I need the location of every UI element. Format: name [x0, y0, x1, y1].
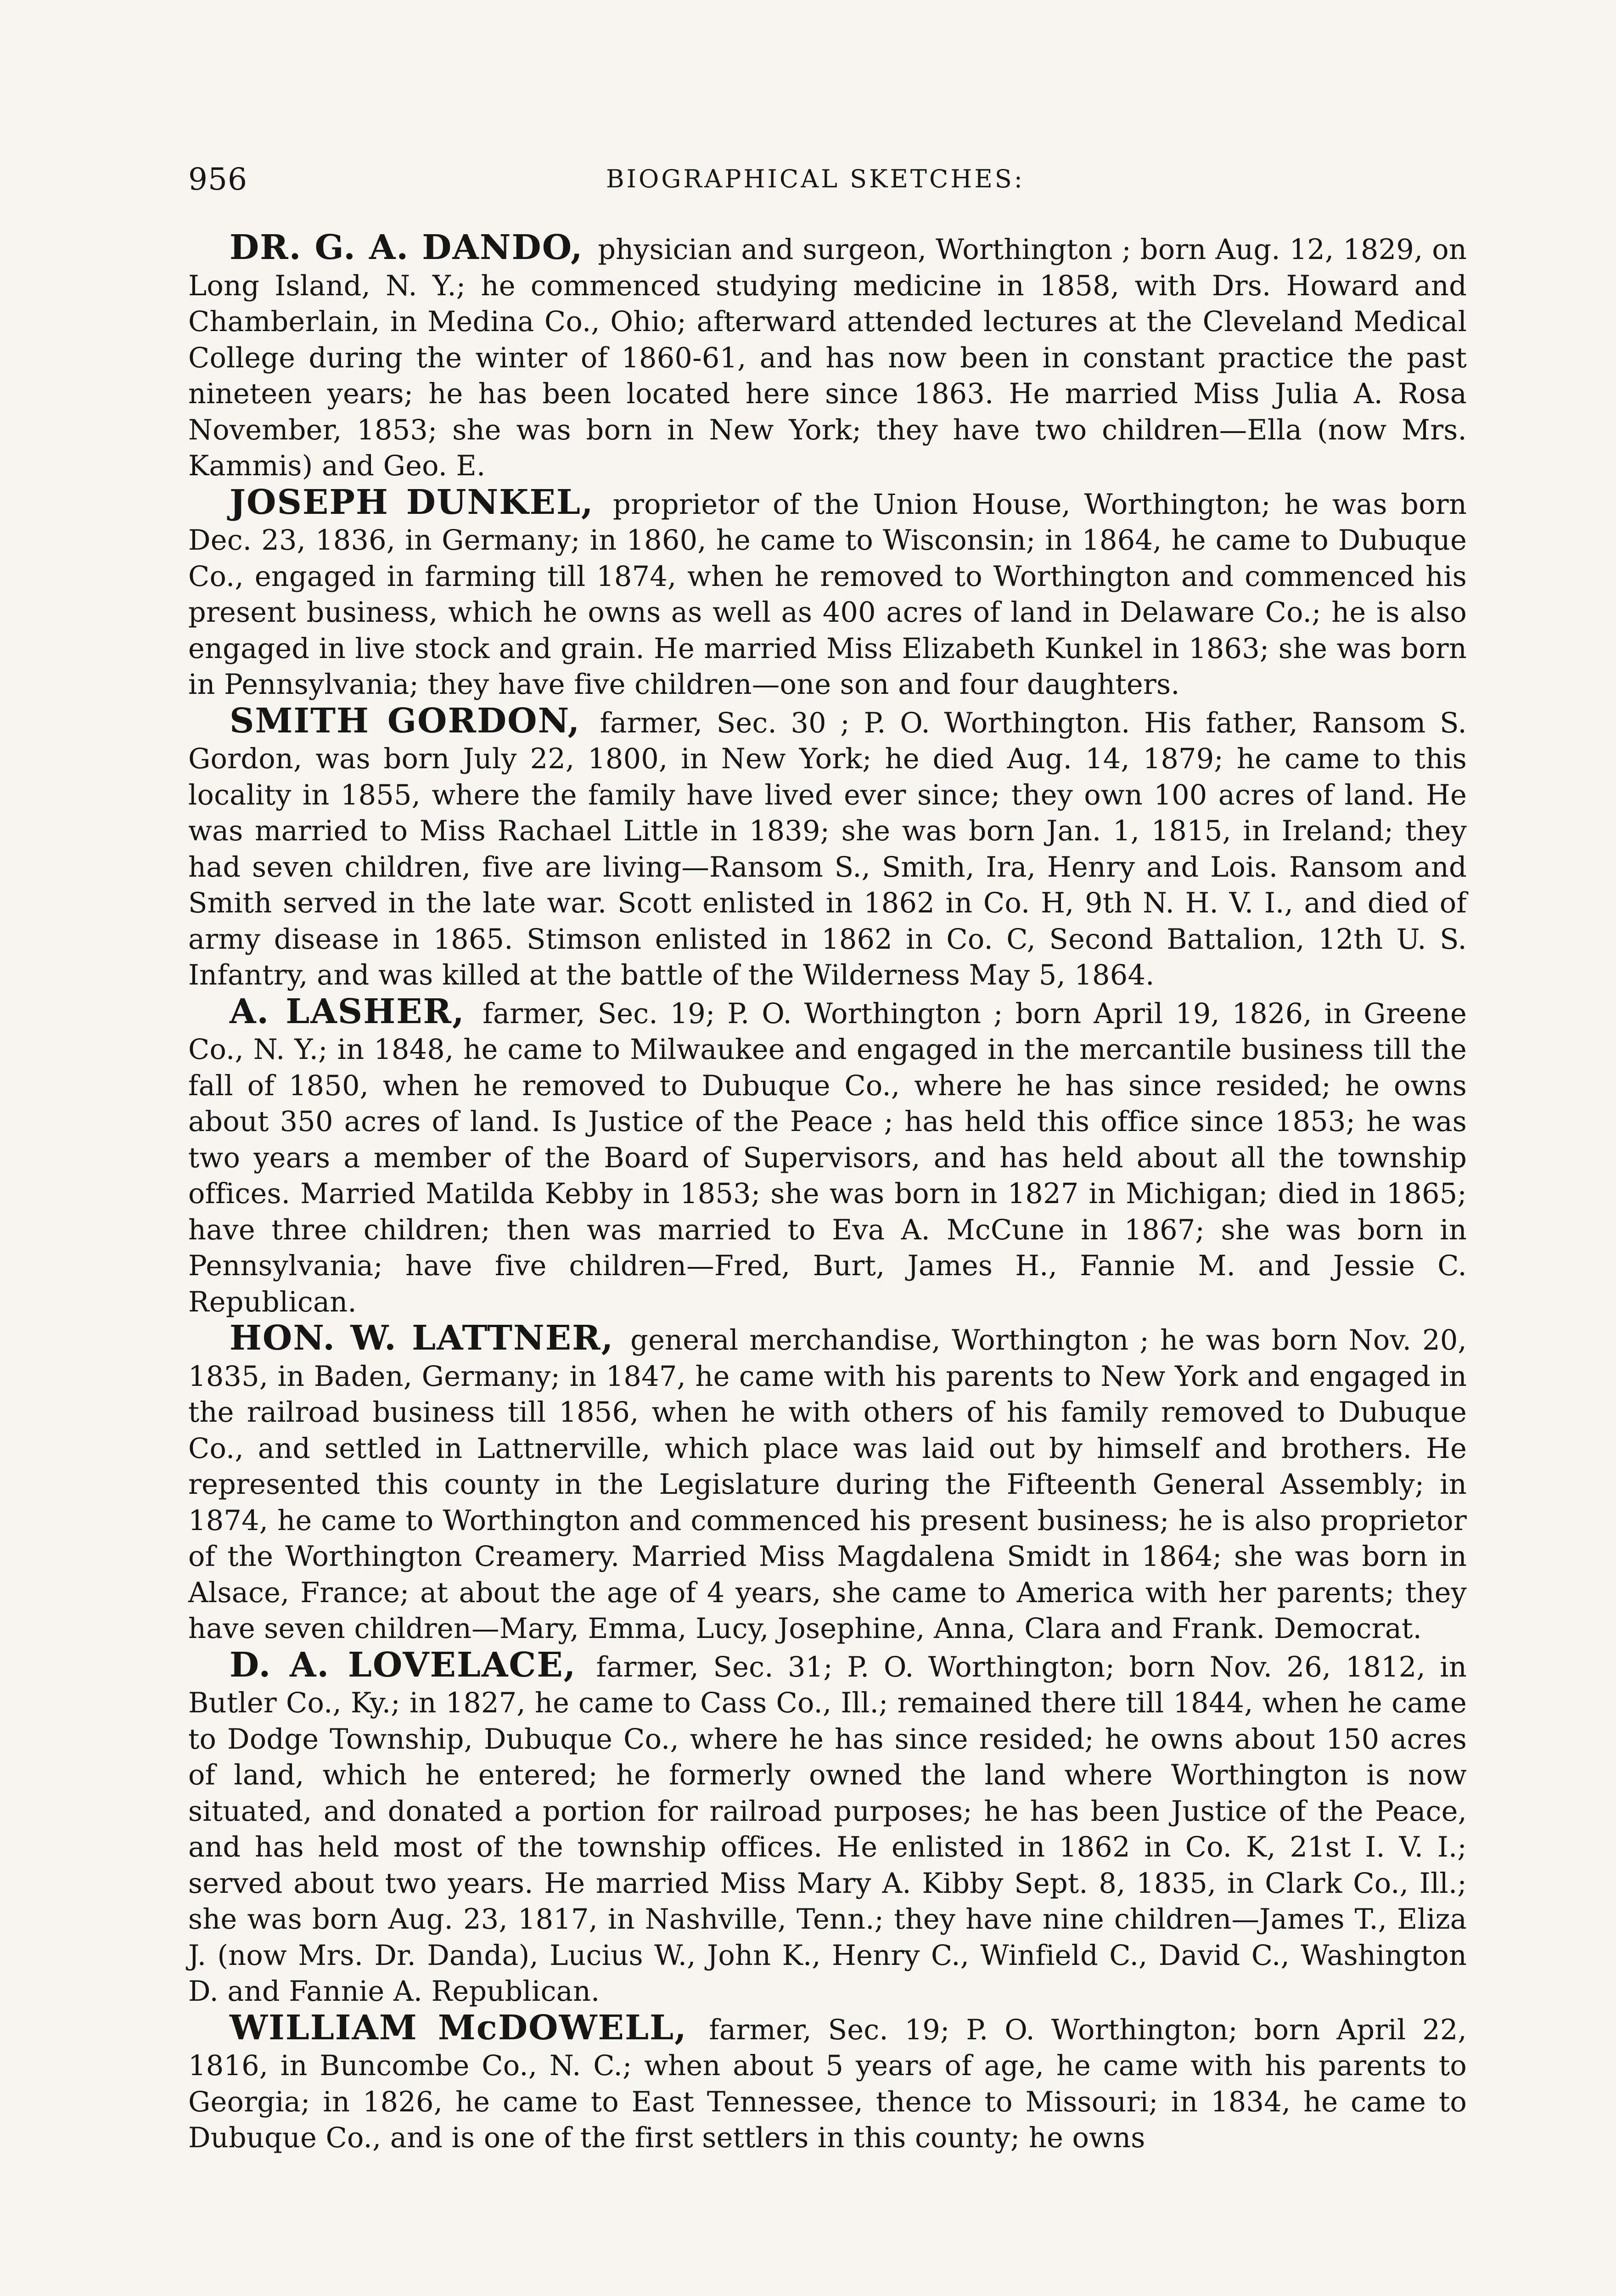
- biography-entry-lovelace: [188, 1647, 1467, 2010]
- running-head: BIOGRAPHICAL SKETCHES:: [606, 164, 1025, 193]
- biography-entry-lasher: [188, 991, 1467, 1321]
- entry-text: physician and surgeon, Worthington ; born Aug. 12, 1829, on Long Island, N. Y.; he commenced studying medicine in 1858, with Drs. Howard and Chamberlain, in Medina Co., Ohio; afterward attended lectures at the Cleveland Medical College during the winter of 1860-61, and has now been in constant practice the past nineteen years; he has been located here since 1863. He married Miss Julia A. Rosa November, 1853; she was born in New York; they have two children—Ella (now Mrs. Kammis) and Geo. E.: [188, 234, 1467, 482]
- entry-text: farmer, Sec. 30 ; P. O. Worthington. His father, Ransom S. Gordon, was born July 22, 1800, in New York; he died Aug. 14, 1879; he came to this locality in 1855, where the family have lived ever since; they own 100 acres of land. He was married to Miss Rachael Little in 1839; she was born Jan. 1, 1815, in Ireland; they had seven children, five are living—Ransom S., Smith, Ira, Henry and Lois. Ransom and Smith served in the late war. Scott enlisted in 1862 in Co. H, 9th N. H. V. I., and died of army disease in 1865. Stimson enlisted in 1862 in Co. C, Second Battalion, 12th U. S. Infantry, and was killed at the battle of the Wilderness May 5, 1864.: [188, 707, 1467, 991]
- biography-entry-lattner: [188, 1320, 1467, 1647]
- entry-name: SMITH GORDON,: [230, 701, 581, 741]
- entry-name: A. LASHER,: [230, 991, 465, 1031]
- entry-name: JOSEPH DUNKEL,: [230, 482, 594, 522]
- biography-entry-dando: [188, 230, 1467, 484]
- page-header: [0, 162, 1616, 208]
- entry-name: DR. G. A. DANDO,: [230, 228, 584, 267]
- entry-text: farmer, Sec. 19; P. O. Worthington ; born April 19, 1826, in Greene Co., N. Y.; in 1848, he came to Milwaukee and engaged in the mercantile business till the fall of 1850, when he removed to Dubuque Co., where he has since resided; he owns about 350 acres of land. Is Justice of the Peace ; has held this office since 1853; he was two years a member of the Board of Supervisors, and has held about all the township offices. Married Matilda Kebby in 1853; she was born in 1827 in Michigan; died in 1865; have three children; then was married to Eva A. McCune in 1867; she was born in Pennsylvania; have five children—Fred, Burt, James H., Fannie M. and Jessie C. Republican.: [188, 997, 1467, 1318]
- page-number: 956: [188, 162, 247, 197]
- biography-entry-mcdowell: [188, 2010, 1467, 2156]
- biography-entry-dunkel: [188, 484, 1467, 703]
- entry-text: farmer, Sec. 31; P. O. Worthington; born Nov. 26, 1812, in Butler Co., Ky.; in 1827, he came to Cass Co., Ill.; remained there till 1844, when he came to Dodge Township, Dubuque Co., where he has since resided; he owns about 150 acres of land, which he entered; he formerly owned the land where Worthington is now situated, and donated a portion for railroad purposes; he has been Justice of the Peace, and has held most of the township offices. He enlisted in 1862 in Co. K, 21st I. V. I.; served about two years. He married Miss Mary A. Kibby Sept. 8, 1835, in Clark Co., Ill.; she was born Aug. 23, 1817, in Nashville, Tenn.; they have nine children—James T., Eliza J. (now Mrs. Dr. Danda), Lucius W., John K., Henry C., Winfield C., David C., Washington D. and Fannie A. Republican.: [188, 1651, 1467, 2008]
- entry-text: farmer, Sec. 19; P. O. Worthington; born April 22, 1816, in Buncombe Co., N. C.; when about 5 years of age, he came with his parents to Georgia; in 1826, he came to East Tennessee, thence to Missouri; in 1834, he came to Dubuque Co., and is one of the first settlers in this county; he owns: [188, 2014, 1467, 2154]
- entry-text: proprietor of the Union House, Worthington; he was born Dec. 23, 1836, in Germany; in 1860, he came to Wisconsin; in 1864, he came to Dubuque Co., engaged in farming till 1874, when he removed to Worthington and commenced his present business, which he owns as well as 400 acres of land in Delaware Co.; he is also engaged in live stock and grain. He married Miss Elizabeth Kunkel in 1863; she was born in Pennsylvania; they have five children—one son and four daughters.: [188, 488, 1467, 701]
- entry-name: HON. W. LATTNER,: [230, 1318, 614, 1358]
- biography-text: [188, 230, 1467, 2156]
- entry-name: D. A. LOVELACE,: [230, 1645, 577, 1685]
- entry-text: general merchandise, Worthington ; he was born Nov. 20, 1835, in Baden, Germany; in 1847, he came with his parents to New York and engaged in the railroad business till 1856, when he with others of his family removed to Dubuque Co., and settled in Lattnerville, which place was laid out by himself and brothers. He represented this county in the Legislature during the Fifteenth General Assembly; in 1874, he came to Worthington and commenced his present business; he is also proprietor of the Worthington Creamery. Married Miss Magdalena Smidt in 1864; she was born in Alsace, France; at about the age of 4 years, she came to America with her parents; they have seven children—Mary, Emma, Lucy, Josephine, Anna, Clara and Frank. Democrat.: [188, 1324, 1467, 1645]
- entry-name: WILLIAM McDOWELL,: [230, 2008, 687, 2048]
- biography-entry-gordon: [188, 703, 1467, 994]
